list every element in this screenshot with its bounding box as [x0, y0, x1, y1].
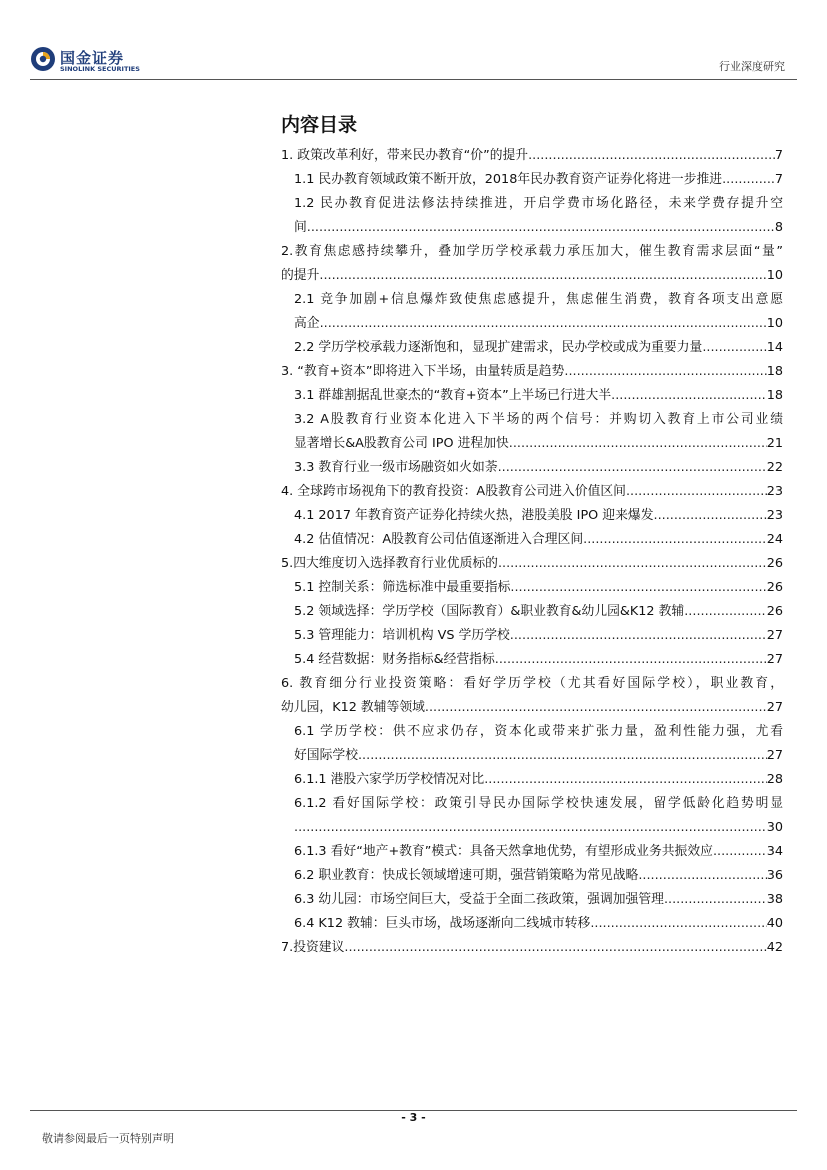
toc-page-number: 23 — [766, 508, 783, 523]
toc-leader-dots — [590, 912, 766, 936]
toc-page-number: 10 — [766, 316, 783, 331]
toc-page-number: 10 — [766, 268, 783, 283]
toc-page-number: 27 — [766, 700, 783, 715]
toc-entry-text: 6.1.1 港股六家学历学校情况对比 — [294, 772, 485, 787]
toc-leader-dots — [664, 888, 767, 912]
toc-leader-dots — [319, 264, 766, 288]
toc-entry-text: 3.3 教育行业一级市场融资如火如荼 — [294, 460, 498, 475]
toc-leader-dots — [495, 648, 767, 672]
toc-entry[interactable] — [281, 912, 783, 936]
toc-entry-text: 6.3 幼儿园：市场空间巨大，受益于全面二孩政策，强调加强管理 — [294, 892, 664, 907]
toc-entry-text-first-line: 3.2 A股教育行业资本化进入下半场的两个信号：并购切入教育上市公司业绩 — [294, 412, 783, 427]
toc-page-number: 18 — [766, 364, 783, 379]
toc-entry-text-first-line: 1.2 民办教育促进法修法持续推进，开启学费市场化路径，未来学费存提升空 — [294, 196, 783, 211]
toc-page-number: 24 — [766, 532, 783, 547]
toc-page-number: 14 — [766, 340, 783, 355]
toc-entry-text: 5.3 管理能力：培训机构 VS 学历学校 — [294, 628, 510, 643]
toc-entry[interactable] — [281, 288, 783, 336]
toc-entry[interactable] — [281, 672, 783, 720]
toc-leader-dots — [564, 360, 766, 384]
toc-page-number: 40 — [766, 916, 783, 931]
toc-entry-text: 7.投资建议 — [281, 940, 345, 955]
toc-entry[interactable] — [281, 600, 783, 624]
toc-leader-dots — [722, 168, 775, 192]
toc-page-number: 8 — [774, 220, 783, 235]
toc-page-number: 28 — [766, 772, 783, 787]
toc-leader-dots — [510, 576, 766, 600]
toc-entry[interactable] — [281, 192, 783, 240]
toc-entry-text: 6.1.3 看好“地产+教育”模式：具备天然拿地优势，有望形成业务共振效应 — [294, 844, 713, 859]
logo-chinese-name: 国金证券 — [60, 49, 125, 67]
toc-entry-text: 5.1 控制关系：筛选标准中最重要指标 — [294, 580, 511, 595]
toc-entry-text: 好国际学校 — [294, 748, 358, 763]
toc-entry-text: 4.1 2017 年教育资产证券化持续火热，港股美股 IPO 迎来爆发 — [294, 508, 654, 523]
toc-entry-text-first-line: 6.1.2 看好国际学校：政策引导民办国际学校快速发展，留学低龄化趋势明显 — [294, 796, 783, 811]
toc-leader-dots — [638, 864, 766, 888]
toc-leader-dots — [498, 552, 767, 576]
toc-leader-dots — [498, 456, 767, 480]
toc-entry-text: 2.2 学历学校承载力逐渐饱和，显现扩建需求，民办学校或成为重要力量 — [294, 340, 703, 355]
toc-page-number: 27 — [766, 652, 783, 667]
toc-entry-text: 3.1 群雄割据乱世豪杰的“教育+资本”上半场已行进大半 — [294, 388, 612, 403]
toc-entry[interactable] — [281, 336, 783, 360]
toc-entry[interactable] — [281, 360, 783, 384]
toc-entry-text-first-line: 6.1 学历学校：供不应求仍存，资本化或带来扩张力量，盈利性能力强，尤看 — [294, 724, 783, 739]
toc-leader-dots — [702, 336, 766, 360]
table-of-contents — [281, 144, 783, 960]
toc-leader-dots — [484, 768, 767, 792]
toc-leader-dots — [509, 432, 767, 456]
toc-entry-text: 间 — [294, 220, 307, 235]
toc-entry-text-first-line: 2.1 竞争加剧+信息爆炸致使焦虑感提升，焦虑催生消费，教育各项支出意愿 — [294, 292, 783, 307]
toc-leader-dots — [344, 936, 766, 960]
toc-page-number: 26 — [766, 604, 783, 619]
toc-page-number: 26 — [766, 580, 783, 595]
toc-page-number: 22 — [766, 460, 783, 475]
report-category: 行业深度研究 — [719, 60, 785, 73]
toc-page-number: 7 — [774, 172, 783, 187]
toc-entry[interactable] — [281, 384, 783, 408]
toc-entry[interactable] — [281, 576, 783, 600]
toc-leader-dots — [358, 744, 767, 768]
header-divider — [30, 79, 797, 80]
toc-entry[interactable] — [281, 504, 783, 528]
toc-entry-text: 5.4 经营数据：财务指标&经营指标 — [294, 652, 495, 667]
logo-english-name: SINOLINK SECURITIES — [60, 65, 140, 73]
toc-entry[interactable] — [281, 144, 783, 168]
disclaimer-note: 敬请参阅最后一页特别声明 — [42, 1132, 174, 1145]
toc-page-number: 27 — [766, 748, 783, 763]
toc-leader-dots — [307, 216, 775, 240]
toc-page-number: 18 — [766, 388, 783, 403]
toc-entry-text: 显著增长&A股教育公司 IPO 进程加快 — [294, 436, 509, 451]
toc-leader-dots — [528, 144, 775, 168]
toc-entry-text: 1.1 民办教育领域政策不断开放，2018年民办教育资产证券化将进一步推进 — [294, 172, 723, 187]
toc-entry[interactable] — [281, 936, 783, 960]
toc-page-number: 21 — [766, 436, 783, 451]
toc-leader-dots — [713, 840, 767, 864]
toc-entry-text: 1. 政策改革利好，带来民办教育“价”的提升 — [281, 148, 529, 163]
toc-entry[interactable] — [281, 552, 783, 576]
toc-entry[interactable] — [281, 888, 783, 912]
toc-entry-text: 4.2 估值情况：A股教育公司估值逐渐进入合理区间 — [294, 532, 584, 547]
toc-leader-dots — [684, 600, 766, 624]
toc-entry[interactable] — [281, 648, 783, 672]
toc-entry[interactable] — [281, 456, 783, 480]
sinolink-logo-icon — [30, 46, 56, 72]
toc-entry[interactable] — [281, 528, 783, 552]
toc-leader-dots — [626, 480, 767, 504]
toc-entry[interactable] — [281, 840, 783, 864]
toc-entry[interactable] — [281, 480, 783, 504]
toc-entry[interactable] — [281, 864, 783, 888]
toc-leader-dots — [510, 624, 767, 648]
toc-entry-text: 4. 全球跨市场视角下的教育投资：A股教育公司进入价值区间 — [281, 484, 626, 499]
toc-page-number: 42 — [766, 940, 783, 955]
toc-entry[interactable] — [281, 792, 783, 840]
toc-leader-dots — [654, 504, 767, 528]
toc-page-number: 26 — [766, 556, 783, 571]
toc-leader-dots — [583, 528, 767, 552]
toc-leader-dots — [611, 384, 767, 408]
toc-page-number: 7 — [774, 148, 783, 163]
toc-leader-dots — [425, 696, 767, 720]
toc-page-number: 27 — [766, 628, 783, 643]
toc-entry-text-first-line: 6. 教育细分行业投资策略：看好学历学校（尤其看好国际学校），职业教育， — [281, 676, 783, 691]
toc-entry-text: 6.2 职业教育：快成长领域增速可期，强营销策略为常见战略 — [294, 868, 639, 883]
toc-leader-dots — [320, 312, 767, 336]
page-header — [0, 0, 827, 80]
toc-entry[interactable] — [281, 408, 783, 456]
toc-entry-text: 幼儿园，K12 教辅等领域 — [281, 700, 425, 715]
toc-entry-text: 5.四大维度切入选择教育行业优质标的 — [281, 556, 498, 571]
toc-page-number: 30 — [766, 820, 783, 835]
toc-entry-text: 3. “教育+资本”即将进入下半场，由量转质是趋势 — [281, 364, 565, 379]
company-logo — [30, 46, 160, 78]
toc-entry-text-first-line: 2.教育焦虑感持续攀升，叠加学历学校承载力承压加大，催生教育需求层面“量” — [281, 244, 783, 259]
toc-entry[interactable] — [281, 240, 783, 288]
toc-entry[interactable] — [281, 720, 783, 768]
toc-page-number: 36 — [766, 868, 783, 883]
toc-entry-text: 6.4 K12 教辅：巨头市场，战场逐渐向二线城市转移 — [294, 916, 591, 931]
toc-entry[interactable] — [281, 768, 783, 792]
toc-leader-dots — [294, 816, 767, 840]
toc-page-number: 23 — [766, 484, 783, 499]
toc-entry[interactable] — [281, 624, 783, 648]
toc-page-number: 34 — [766, 844, 783, 859]
toc-entry-text: 的提升 — [281, 268, 320, 283]
toc-title: 内容目录 — [281, 114, 358, 136]
toc-entry-text: 高企 — [294, 316, 320, 331]
page-number: - 3 - — [401, 1111, 426, 1124]
toc-page-number: 38 — [766, 892, 783, 907]
toc-entry[interactable] — [281, 168, 783, 192]
toc-entry-text: 5.2 领域选择：学历学校（国际教育）&职业教育&幼儿园&K12 教辅 — [294, 604, 685, 619]
